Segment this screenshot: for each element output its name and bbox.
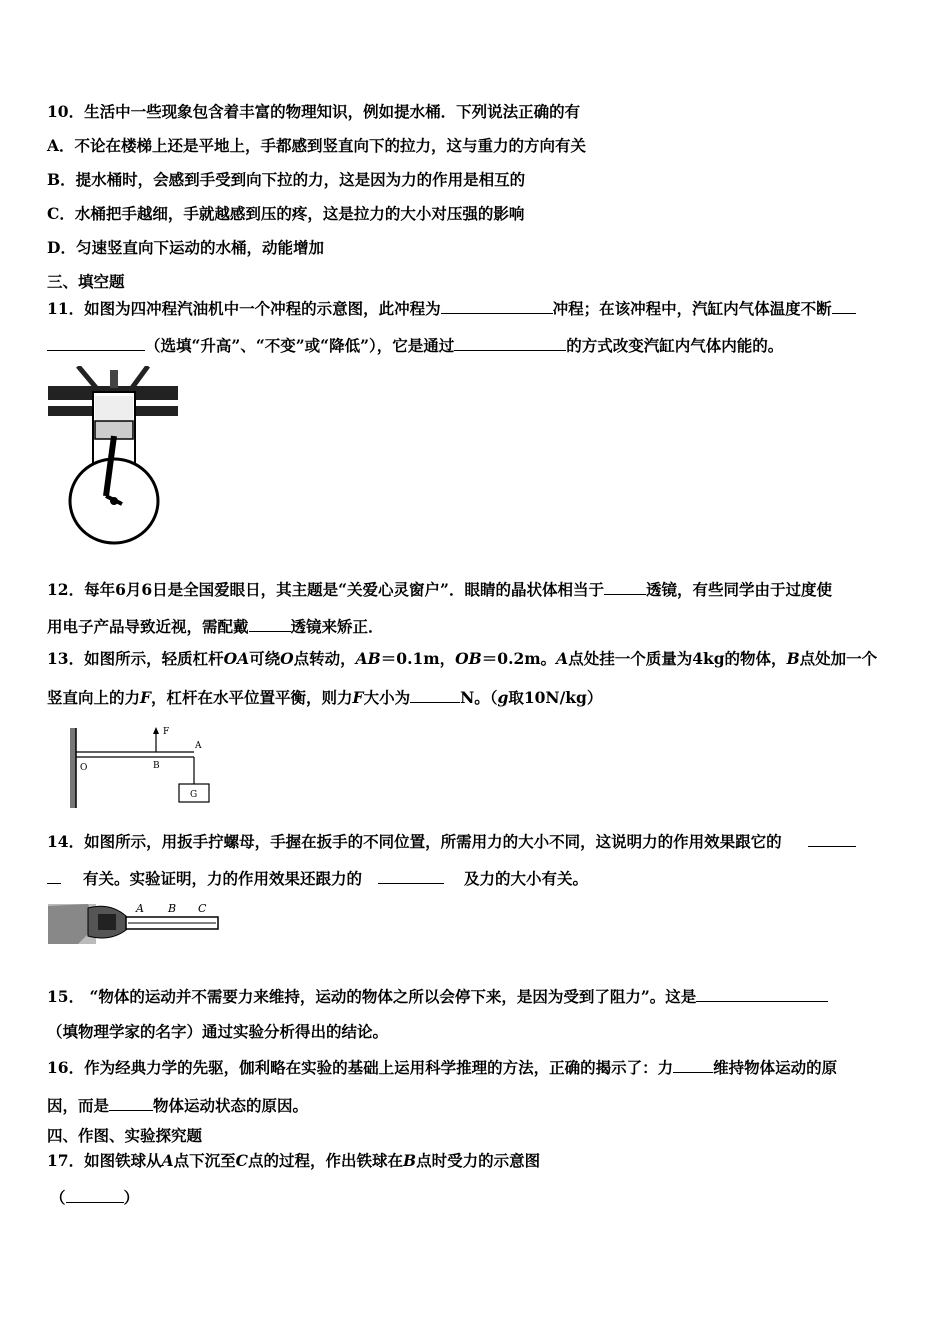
- q11-blank-3[interactable]: [454, 334, 566, 351]
- q12-text-c: 用电子产品导致近视，需配戴: [47, 617, 249, 636]
- q10-option-b: B．提水桶时，会感到手受到向下拉的力，这是因为力的作用是相互的: [47, 170, 526, 189]
- q12-blank-1[interactable]: [604, 578, 646, 595]
- q14-text-b: 有关。实验证明，力的作用效果还跟力的: [83, 869, 363, 888]
- q13-text: ＝0.2m。: [481, 649, 557, 668]
- q17-text: 点的过程，作出铁球在: [247, 1151, 403, 1170]
- q12-line2: [47, 615, 384, 637]
- wrench-figure: [48, 896, 220, 948]
- q13-text: ，杠杆在水平位置平衡，则力: [151, 688, 353, 707]
- q11-blank-1[interactable]: [441, 297, 553, 314]
- q13-var-b: B: [786, 649, 800, 668]
- section-3-heading: 三、填空题: [47, 272, 125, 291]
- q10-option-a: A．不论在楼梯上还是平地上，手都感到竖直向下的拉力，这与重力的方向有关: [47, 136, 587, 155]
- q12-blank-2[interactable]: [249, 615, 291, 632]
- q11-text-c: （选填“升高”、“不变”或“降低”），它是通过: [145, 336, 455, 355]
- q17-var-b: B: [402, 1151, 417, 1170]
- wrench-label-c: C: [198, 902, 207, 915]
- q11-line1: [47, 297, 856, 319]
- q15-text-a: 15． “物体的运动并不需要力来维持，运动的物体之所以会停下来，是因为受到了阻力”。这是: [47, 987, 697, 1006]
- q12-text-d: 透镜来矫正．: [290, 617, 384, 636]
- q16-line1: [47, 1056, 837, 1078]
- q16-text-c: 因，而是: [47, 1096, 110, 1115]
- lever-label-a: A: [195, 741, 202, 751]
- q13-text: 大小为: [363, 688, 411, 707]
- q10-stem: 10．生活中一些现象包含着丰富的物理知识，例如提水桶．下列说法正确的有: [47, 102, 581, 121]
- q17-text: 17．如图铁球从: [47, 1151, 162, 1170]
- q17-text: 点时受力的示意图: [416, 1151, 541, 1170]
- q13-text: 点处加一个: [799, 649, 878, 668]
- q13-var-g: g: [497, 688, 509, 707]
- q13-text: 竖直向上的力: [47, 688, 141, 707]
- q12-text-b: 透镜，有些同学由于过度使: [645, 580, 832, 599]
- wrench-label-b: B: [168, 902, 177, 915]
- q13-var-ab: AB: [355, 649, 381, 668]
- engine-cylinder-figure: [48, 366, 178, 546]
- q14-text-c: 及力的大小有关。: [464, 869, 589, 888]
- q14-blank-1b[interactable]: [47, 867, 61, 884]
- q13-text: 点处挂一个质量为4kg的物体，: [568, 649, 787, 668]
- q10-option-d: D．匀速竖直向下运动的水桶，动能增加: [47, 238, 324, 257]
- q11-text-a: 11．如图为四冲程汽油机中一个冲程的示意图，此冲程为: [47, 299, 441, 318]
- q11-line2: [47, 334, 783, 356]
- q15-line1: [47, 985, 828, 1007]
- q17-blank[interactable]: [66, 1186, 124, 1203]
- q14-line1: [47, 830, 856, 852]
- q11-blank-2a[interactable]: [832, 297, 856, 314]
- q11-text-d: 的方式改变汽缸内气体内能的。: [566, 336, 784, 355]
- q15-line2: （填物理学家的名字）通过实验分析得出的结论。: [47, 1022, 389, 1041]
- lever-figure: [66, 722, 216, 812]
- q13-text: 13．如图所示，轻质杠杆: [47, 649, 224, 668]
- q13-var-o: O: [280, 649, 294, 668]
- q16-text-d: 物体运动状态的原因。: [153, 1096, 309, 1115]
- q16-text-b: 维持物体运动的原: [713, 1058, 838, 1077]
- q13-text: N。（: [460, 688, 498, 707]
- q17-text: 点下沉至: [173, 1151, 236, 1170]
- wrench-label-a: A: [136, 902, 144, 915]
- q13-text: 点转动，: [293, 649, 356, 668]
- q16-blank-2[interactable]: [109, 1094, 153, 1111]
- q15-blank[interactable]: [696, 985, 828, 1002]
- q12-text-a: 12．每年6月6日是全国爱眼日，其主题是“关爱心灵窗户”．眼睛的晶状体相当于: [47, 580, 604, 599]
- q14-blank-1a[interactable]: [808, 830, 856, 847]
- lever-label-o: O: [80, 763, 88, 773]
- q17-line1: [47, 1151, 540, 1171]
- q12-line1: [47, 578, 832, 600]
- q11-text-b: 冲程；在该冲程中，汽缸内气体温度不断: [552, 299, 832, 318]
- q14-line2: [47, 867, 588, 889]
- q13-line1: [47, 649, 877, 669]
- q13-text: 可绕: [249, 649, 281, 668]
- section-4-heading: 四、作图、实验探究题: [47, 1126, 203, 1145]
- q13-text: 取10N/kg）: [508, 688, 603, 707]
- q13-var-f: F: [140, 688, 152, 707]
- q13-text: ＝0.1m，: [380, 649, 456, 668]
- q14-text-a: 14．如图所示，用扳手拧螺母，手握在扳手的不同位置，所需用力的大小不同，这说明力的作用效果跟它的: [47, 832, 782, 851]
- lever-label-f: F: [163, 727, 170, 737]
- q13-var-oa: OA: [223, 649, 250, 668]
- q17-var-c: C: [235, 1151, 248, 1170]
- q17-answer: [50, 1186, 139, 1208]
- q14-blank-2[interactable]: [378, 867, 444, 884]
- q13-line2: [47, 686, 602, 708]
- q13-var-a: A: [556, 649, 569, 668]
- q13-var-f: F: [352, 688, 364, 707]
- q16-line2: [47, 1094, 308, 1116]
- q10-option-c: C．水桶把手越细，手就越感到压的疼，这是拉力的大小对压强的影响: [47, 204, 525, 223]
- q17-var-a: A: [161, 1151, 174, 1170]
- q13-var-ob: OB: [455, 649, 482, 668]
- lever-label-g: G: [190, 790, 198, 800]
- lever-label-b: B: [153, 761, 160, 771]
- q17-paren-close: ）: [123, 1188, 140, 1207]
- q16-text-a: 16．作为经典力学的先驱，伽利略在实验的基础上运用科学推理的方法，正确的揭示了：力: [47, 1058, 674, 1077]
- q11-blank-2b[interactable]: [47, 334, 145, 351]
- q17-paren-open: （: [50, 1188, 66, 1207]
- q16-blank-1[interactable]: [673, 1056, 713, 1073]
- q13-blank[interactable]: [410, 686, 460, 703]
